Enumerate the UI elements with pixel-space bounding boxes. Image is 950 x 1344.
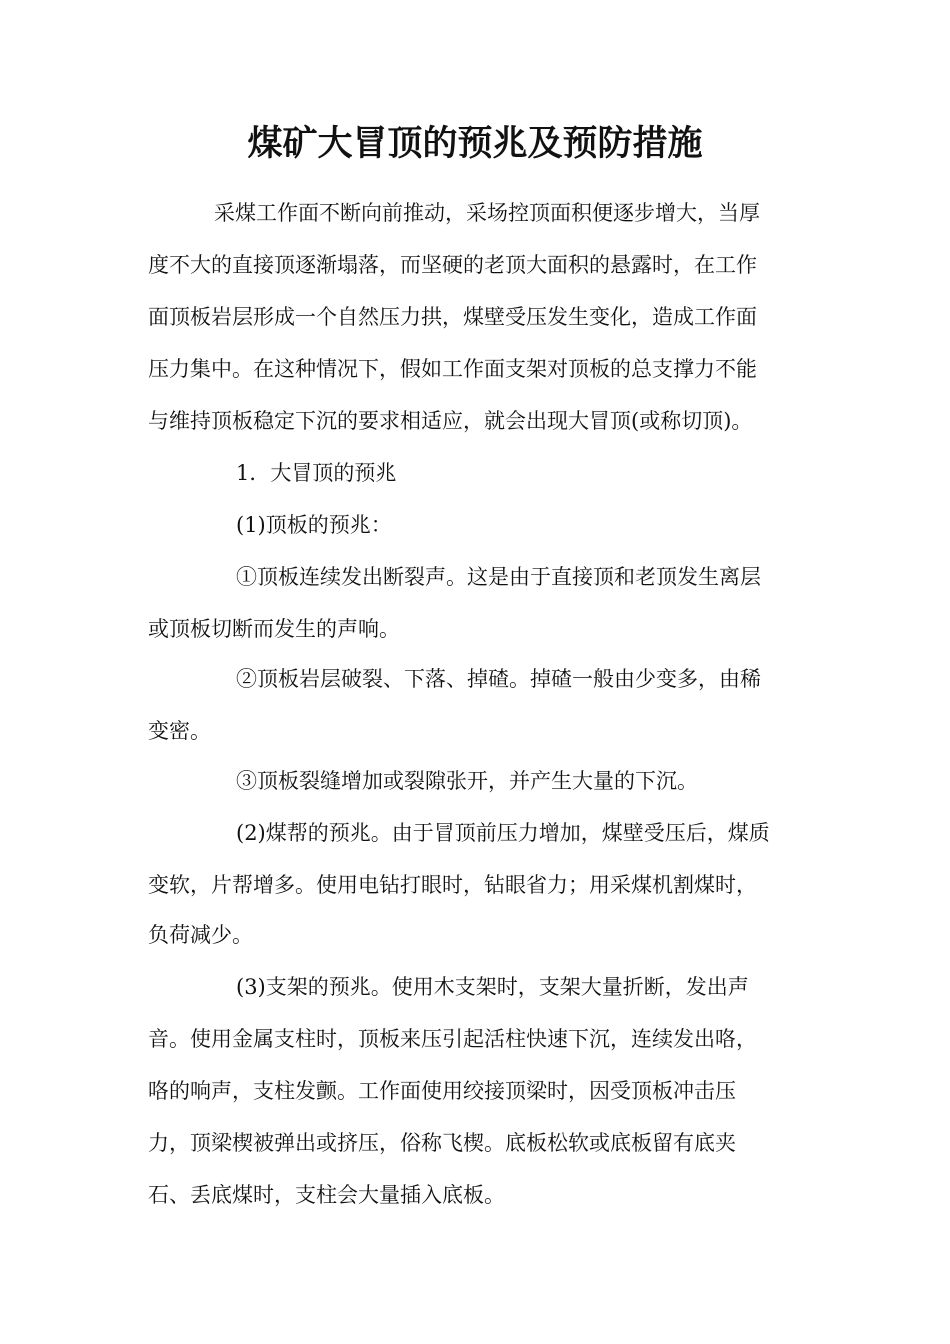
body-line: 负荷减少。 <box>148 923 253 947</box>
body-line: ②顶板岩层破裂、下落、掉碴。掉碴一般由少变多，由稀 <box>236 667 761 691</box>
body-line: 面顶板岩层形成一个自然压力拱，煤壁受压发生变化，造成工作面 <box>148 305 757 329</box>
body-line: (2)煤帮的预兆。由于冒顶前压力增加，煤壁受压后，煤质 <box>236 821 770 845</box>
body-line: (3)支架的预兆。使用木支架时，支架大量折断，发出声 <box>236 975 749 999</box>
subsection-heading: (1)顶板的预兆： <box>236 513 392 537</box>
body-line: 变密。 <box>148 719 211 743</box>
body-line: 采煤工作面不断向前推动，采场控顶面积便逐步增大，当厚 <box>214 201 760 225</box>
body-line: 或顶板切断而发生的声响。 <box>148 617 400 641</box>
section-heading: 1．大冒顶的预兆 <box>236 461 397 485</box>
body-line: 压力集中。在这种情况下，假如工作面支架对顶板的总支撑力不能 <box>148 357 757 381</box>
body-line: 度不大的直接顶逐渐塌落，而坚硬的老顶大面积的悬露时，在工作 <box>148 253 757 277</box>
document-title: 煤矿大冒顶的预兆及预防措施 <box>247 123 703 164</box>
body-line: 与维持顶板稳定下沉的要求相适应，就会出现大冒顶(或称切顶)。 <box>148 409 753 433</box>
body-line: ①顶板连续发出断裂声。这是由于直接顶和老顶发生离层 <box>236 565 761 589</box>
body-line: ③顶板裂缝增加或裂隙张开，并产生大量的下沉。 <box>236 769 698 793</box>
body-line: 石、丢底煤时，支柱会大量插入底板。 <box>148 1183 505 1207</box>
body-line: 咯的响声，支柱发颤。工作面使用绞接顶梁时，因受顶板冲击压 <box>148 1079 736 1103</box>
body-line: 音。使用金属支柱时，顶板来压引起活柱快速下沉，连续发出咯， <box>148 1027 757 1051</box>
body-line: 变软，片帮增多。使用电钻打眼时，钻眼省力；用采煤机割煤时， <box>148 873 757 897</box>
body-line: 力，顶梁楔被弹出或挤压，俗称飞楔。底板松软或底板留有底夹 <box>148 1131 736 1155</box>
